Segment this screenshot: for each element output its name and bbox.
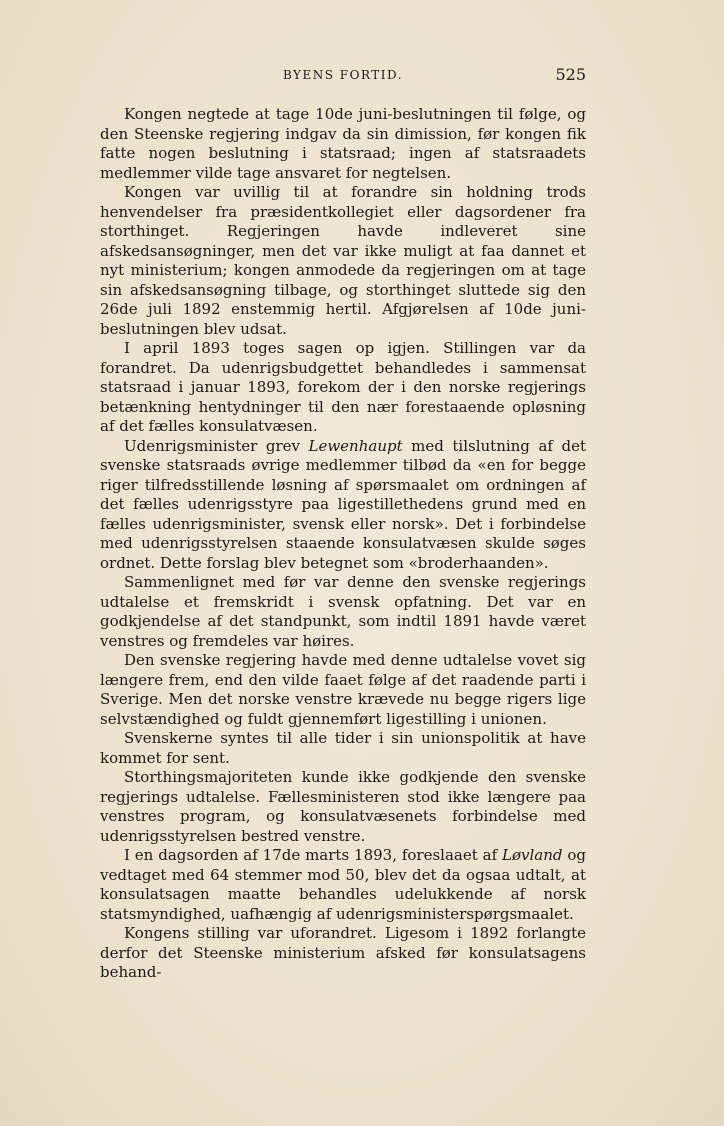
- paragraph: Storthingsmajoriteten kunde ikke godkjende den svenske regjerings udtalelse. Fællesministeren stod ikke længere paa venstres program, og konsulatvæsenets forbindelse med udenrigsstyrelsen bestred venstre.: [100, 768, 586, 845]
- paragraph: Udenrigsminister grev Lewenhaupt med tilslutning af det svenske statsraads øvrige medlemmer tilbød da «en for begge riger tilfredsstillende løsning af spørsmaalet om ordningen af det fælles udenrigsstyre paa ligestillethedens grund med en fælles udenrigsminister, svensk eller norsk». Det i forbindelse med udenrigsstyrelsen staaende konsulatvæsen skulde søges ordnet. Dette forslag blev betegnet som «broderhaanden».: [100, 436, 586, 572]
- running-title: BYENS FORTID.: [282, 68, 404, 82]
- paragraph: Kongen var uvillig til at forandre sin holdning trods henvendelser fra præsidentkollegiet eller dagsordener fra storthinget. Regjeringen havde indleveret sine afskedsansøgninger, men det var ikke muligt at faa dannet et nyt ministerium; kongen anmodede da regjeringen om at tage sin afskedsansøgning tilbage, og storthinget sluttede sig den 26de juli 1892 enstemmig hertil. Afgjørelsen af 10de juni-beslutningen blev udsat.: [100, 183, 586, 338]
- paragraph: Kongens stilling var uforandret. Ligesom i 1892 forlangte derfor det Steenske ministerium afsked før konsulatsagens behand-: [100, 924, 586, 981]
- italic-name: Løvland: [502, 846, 563, 864]
- page-header: [100, 65, 586, 90]
- paragraph: Kongen negtede at tage 10de juni-beslutningen til følge, og den Steenske regjering indgav da sin dimission, før kongen fik fatte nogen beslutning i statsraad; ingen af statsraadets medlemmer vilde tage ansvaret for negtelsen.: [100, 105, 586, 182]
- page-number: 525: [555, 65, 586, 84]
- italic-name: Lewenhaupt: [308, 436, 403, 455]
- page-body: [100, 105, 586, 983]
- paragraph: I en dagsorden af 17de marts 1893, foreslaaet af Løvland og vedtaget med 64 stemmer mod 50, blev det da ogsaa udtalt, at konsulatsagen maatte behandles udelukkende af norsk statsmyndighed, uafhængig af udenrigsministerspørgsmaalet.: [100, 846, 586, 923]
- paragraph: Den svenske regjering havde med denne udtalelse vovet sig længere frem, end den vilde faaet følge af det raadende parti i Sverige. Men det norske venstre krævede nu begge rigers lige selvstændighed og fuldt gjennemført ligestilling i unionen.: [100, 651, 586, 728]
- paragraph: Svenskerne syntes til alle tider i sin unionspolitik at have kommet for sent.: [100, 729, 586, 767]
- paragraph: Sammenlignet med før var denne den svenske regjerings udtalelse et fremskridt i svensk opfatning. Det var en godkjendelse af det standpunkt, som indtil 1891 havde været venstres og fremdeles var høires.: [100, 573, 586, 650]
- paragraph: I april 1893 toges sagen op igjen. Stillingen var da forandret. Da udenrigsbudgettet behandledes i sammensat statsraad i januar 1893, forekom der i den norske regjerings betænkning hentydninger til den nær forestaaende opløsning af det fælles konsulatvæsen.: [100, 339, 586, 435]
